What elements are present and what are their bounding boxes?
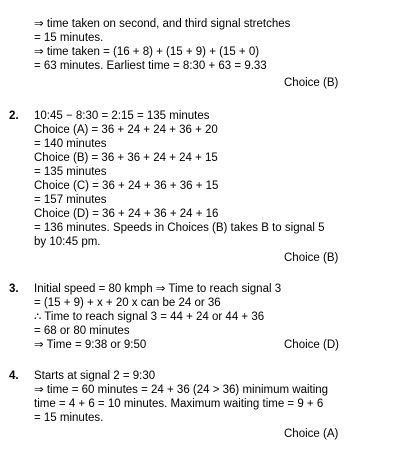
q3-line-4: = 68 or 80 minutes (34, 325, 130, 337)
q2-line-7: = 157 minutes (34, 194, 107, 206)
q2-line-2: Choice (A) = 36 + 24 + 24 + 36 + 20 (34, 124, 218, 136)
q2-line-10: by 10:45 pm. (34, 236, 101, 248)
q3-line-1: Initial speed = 80 kmph ⇒ Time to reach signal 3 (34, 283, 282, 295)
q2-line-1: 10:45 − 8:30 = 2:15 = 135 minutes (34, 110, 210, 122)
q4-choice: Choice (A) (284, 428, 339, 440)
q3-choice: Choice (D) (284, 339, 339, 351)
intro-line-2: = 15 minutes. (34, 32, 104, 44)
intro-line-4: = 63 minutes. Earliest time = 8:30 + 63 = 9.33 (34, 60, 267, 72)
question-3-number: 3. (9, 283, 19, 295)
q3-line-2: = (15 + 9) + x + 20 x can be 24 or 36 (34, 297, 221, 309)
q2-line-6: Choice (C) = 36 + 24 + 36 + 36 + 15 (34, 180, 219, 192)
q2-line-3: = 140 minutes (34, 138, 107, 150)
q2-line-8: Choice (D) = 36 + 24 + 36 + 24 + 16 (34, 208, 219, 220)
intro-line-1: ⇒ time taken on second, and third signal stretches (34, 18, 291, 30)
q4-line-1: Starts at signal 2 = 9:30 (34, 370, 156, 382)
intro-line-3: ⇒ time taken = (16 + 8) + (15 + 9) + (15 + 0) (34, 46, 260, 58)
q4-line-4: = 15 minutes. (34, 412, 104, 424)
q2-line-4: Choice (B) = 36 + 36 + 24 + 24 + 15 (34, 152, 218, 164)
q4-line-3: time = 4 + 6 = 10 minutes. Maximum waiting time = 9 + 6 (34, 398, 324, 410)
q3-line-3: ∴ Time to reach signal 3 = 44 + 24 or 44 + 36 (34, 311, 265, 323)
q2-line-5: = 135 minutes (34, 166, 107, 178)
q4-line-2: ⇒ time = 60 minutes = 24 + 36 (24 > 36) minimum waiting (34, 384, 329, 396)
q3-line-5: ⇒ Time = 9:38 or 9:50 (34, 339, 147, 351)
intro-choice: Choice (B) (284, 77, 339, 89)
question-2-number: 2. (9, 110, 19, 122)
q2-line-9: = 136 minutes. Speeds in Choices (B) takes B to signal 5 (34, 222, 325, 234)
q2-choice: Choice (B) (284, 252, 339, 264)
question-4-number: 4. (9, 370, 19, 382)
